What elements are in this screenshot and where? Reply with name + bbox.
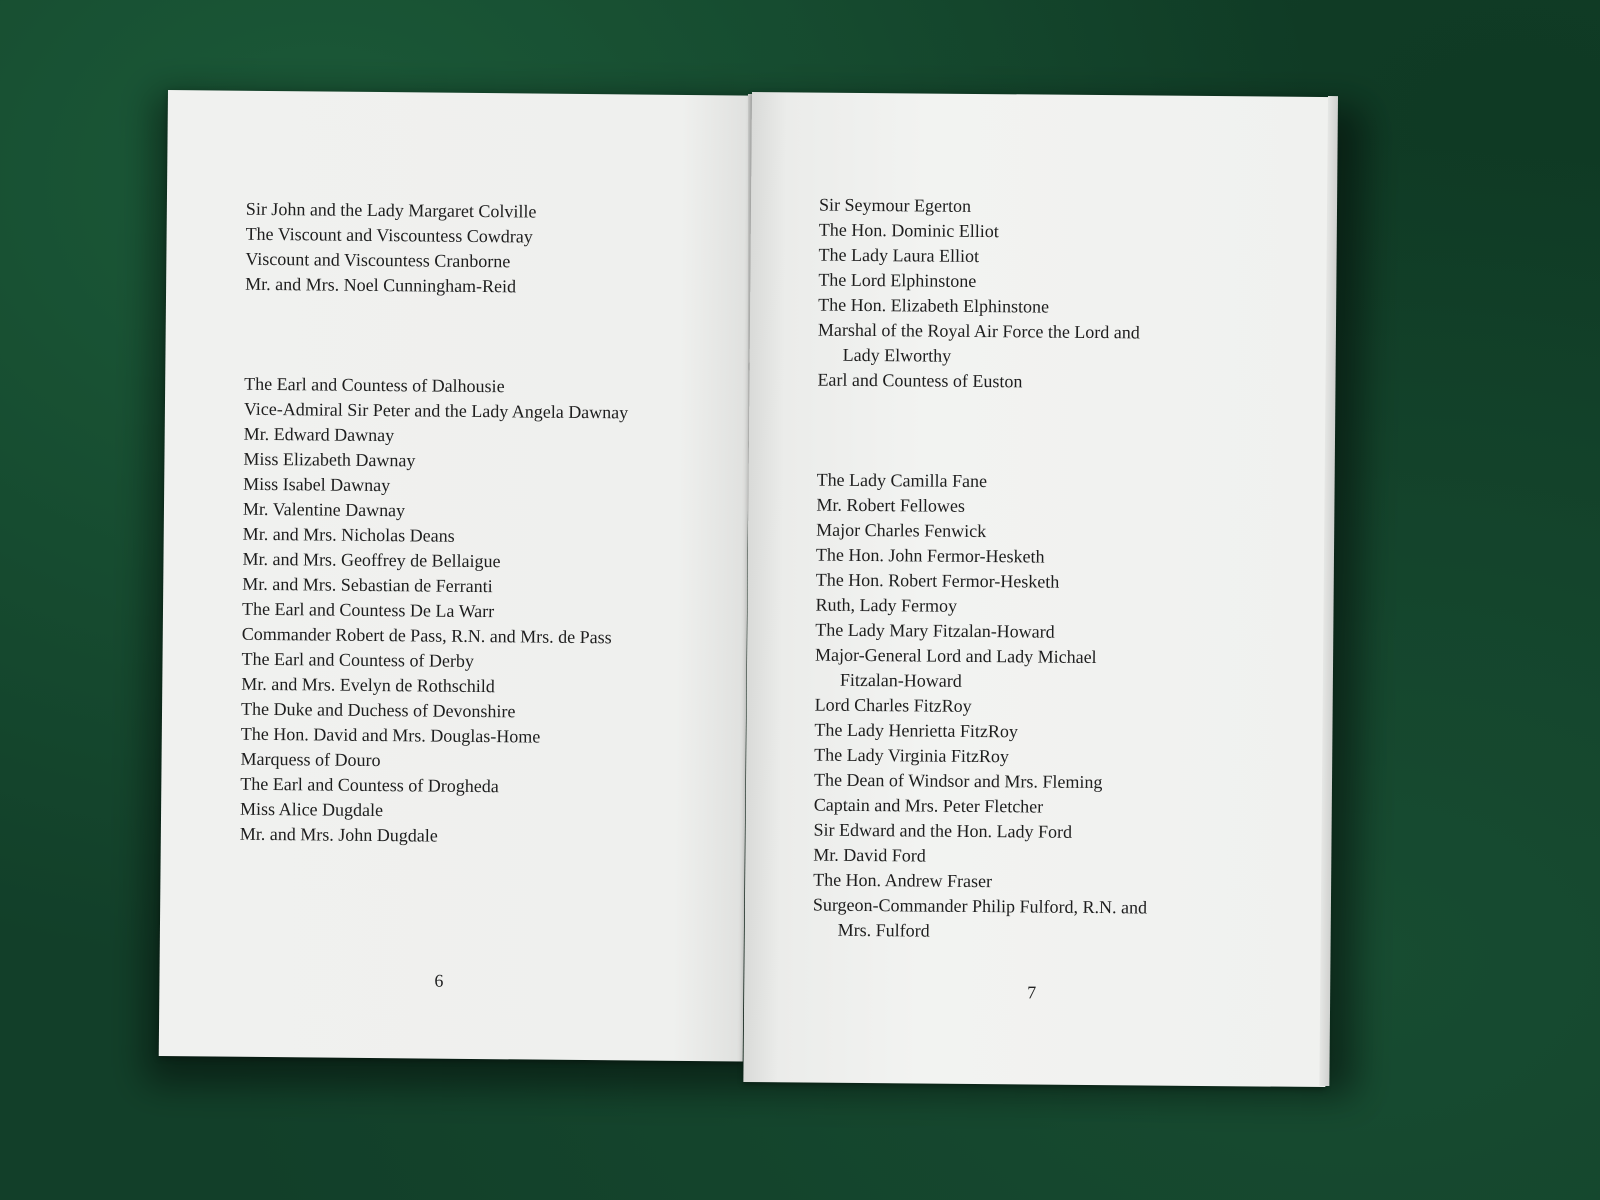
guest-entry: The Dean of Windsor and Mrs. Fleming: [813, 769, 1103, 793]
guest-entry: The Hon. Dominic Elliot: [818, 219, 999, 242]
guest-entry: Major-General Lord and Lady Michael: [815, 644, 1097, 668]
guest-entry: Miss Isabel Dawnay: [243, 473, 391, 496]
guest-entry: The Earl and Countess of Derby: [241, 648, 475, 671]
guest-entry: Mr. and Mrs. Noel Cunningham-Reid: [245, 273, 517, 297]
guest-entry: The Hon. Robert Fermor-Hesketh: [815, 569, 1060, 592]
guest-entry: Major Charles Fenwick: [816, 519, 987, 542]
guest-entry: Earl and Countess of Euston: [817, 369, 1023, 392]
guest-entry: The Duke and Duchess of Devonshire: [240, 698, 516, 722]
guest-entry: Mr. and Mrs. Sebastian de Ferranti: [242, 573, 493, 597]
guest-entry: The Lady Laura Elliot: [818, 244, 980, 266]
guest-entry: The Hon. John Fermor-Hesketh: [815, 544, 1045, 567]
guest-entry: Lord Charles FitzRoy: [814, 694, 972, 716]
guest-entry: Surgeon-Commander Philip Fulford, R.N. and: [812, 894, 1148, 918]
guest-entry: Mr. and Mrs. John Dugdale: [239, 823, 438, 846]
guest-entry: Captain and Mrs. Peter Fletcher: [813, 794, 1044, 817]
guest-entry: Mr. David Ford: [813, 844, 926, 866]
section-gap: [244, 297, 629, 376]
right-page: [743, 92, 1334, 1087]
guest-entry: Mr. and Mrs. Nicholas Deans: [242, 523, 455, 546]
guest-entry: The Viscount and Viscountess Cowdray: [245, 223, 533, 247]
guest-entry: The Lady Camilla Fane: [816, 469, 988, 492]
guest-entry: The Lord Elphinstone: [818, 269, 977, 291]
guest-entry-continued: Fitzalan-Howard: [839, 669, 962, 691]
guest-entry: The Hon. David and Mrs. Douglas-Home: [240, 723, 541, 747]
guest-entry: The Lady Mary Fitzalan-Howard: [815, 619, 1055, 642]
guest-entry: Mr. Edward Dawnay: [243, 423, 395, 446]
guest-entry: The Lady Virginia FitzRoy: [814, 744, 1010, 767]
section-gap: [817, 393, 1152, 471]
guest-entry: Mr. and Mrs. Geoffrey de Bellaigue: [242, 548, 501, 572]
guest-entry: The Earl and Countess De La Warr: [241, 598, 495, 622]
guest-entry: The Hon. Andrew Fraser: [813, 869, 993, 892]
guest-entry: Sir Edward and the Hon. Lady Ford: [813, 819, 1073, 842]
guest-entry-continued: Lady Elworthy: [842, 344, 952, 366]
page-number: 7: [1027, 982, 1037, 1003]
left-page: [159, 90, 752, 1062]
guest-entry: The Hon. Elizabeth Elphinstone: [818, 294, 1050, 317]
guest-entry: Mr. and Mrs. Evelyn de Rothschild: [241, 673, 495, 697]
guest-entry: Viscount and Viscountess Cranborne: [245, 248, 511, 272]
page-number: 6: [434, 970, 444, 991]
guest-entry: Sir Seymour Egerton: [818, 194, 972, 216]
guest-entry: Sir John and the Lady Margaret Colville: [245, 198, 537, 222]
guest-entry: Mr. Valentine Dawnay: [242, 498, 406, 521]
guest-entry: The Earl and Countess of Dalhousie: [244, 373, 505, 397]
guest-entry-continued: Mrs. Fulford: [837, 919, 930, 941]
left-guest-list: [240, 197, 631, 851]
guest-entry: Marshal of the Royal Air Force the Lord and: [817, 319, 1140, 343]
guest-entry: Marquess of Douro: [240, 748, 381, 771]
guest-entry: The Lady Henrietta FitzRoy: [814, 719, 1018, 742]
right-guest-list: [813, 193, 1154, 946]
guest-entry: Mr. Robert Fellowes: [816, 494, 965, 516]
guest-entry: Miss Elizabeth Dawnay: [243, 448, 416, 471]
guest-entry: Commander Robert de Pass, R.N. and Mrs. de Pass: [241, 623, 612, 648]
guest-entry: Ruth, Lady Fermoy: [815, 594, 958, 616]
guest-entry: Vice-Admiral Sir Peter and the Lady Angela Dawnay: [243, 398, 629, 423]
guest-entry: Miss Alice Dugdale: [240, 798, 384, 821]
guest-entry: The Earl and Countess of Drogheda: [240, 773, 499, 797]
